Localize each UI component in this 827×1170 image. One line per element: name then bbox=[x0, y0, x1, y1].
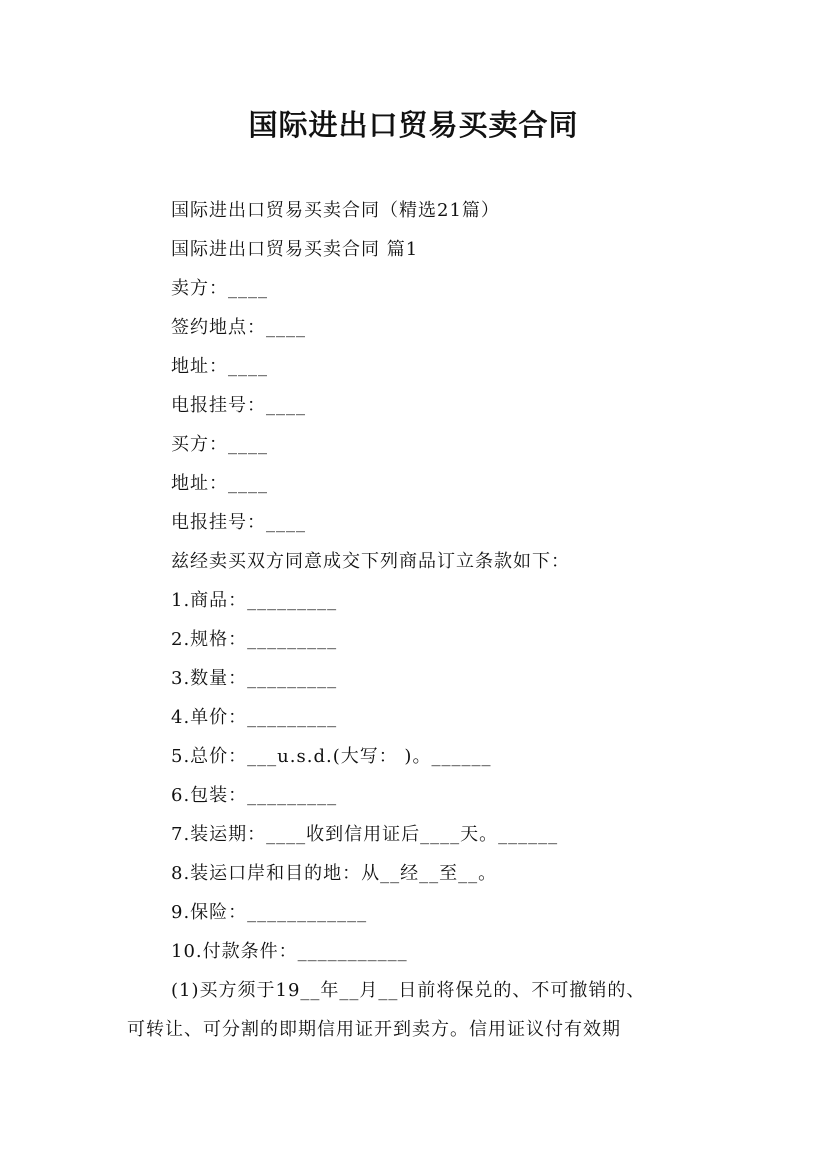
clause-payment: 10.付款条件：___________ bbox=[171, 941, 408, 962]
seller-address-field: 地址：____ bbox=[171, 356, 268, 377]
payment-paragraph-continued: 可转让、可分割的即期信用证开到卖方。信用证议付有效期 bbox=[127, 1019, 621, 1040]
clause-specification: 2.规格：_________ bbox=[171, 629, 338, 650]
buyer-cable-field: 电报挂号：____ bbox=[171, 512, 306, 533]
clause-total-value: 5.总价：___u.s.d.(大写： )。______ bbox=[171, 746, 492, 767]
document-body bbox=[127, 196, 727, 1054]
buyer-field: 买方：____ bbox=[171, 434, 268, 455]
clause-ports: 8.装运口岸和目的地：从__经__至__。 bbox=[171, 863, 498, 884]
payment-paragraph: (1)买方须于19__年__月__日前将保兑的、不可撤销的、 bbox=[171, 980, 646, 1001]
clause-quantity: 3.数量：_________ bbox=[171, 668, 338, 689]
signing-place-field: 签约地点：____ bbox=[171, 317, 306, 338]
seller-cable-field: 电报挂号：____ bbox=[171, 395, 306, 416]
subtitle-line: 国际进出口贸易买卖合同（精选21篇） bbox=[171, 200, 500, 221]
buyer-address-field: 地址：____ bbox=[171, 473, 268, 494]
clause-commodity: 1.商品：_________ bbox=[171, 590, 338, 611]
clause-insurance: 9.保险：____________ bbox=[171, 902, 368, 923]
document-title: 国际进出口贸易买卖合同 bbox=[248, 108, 579, 142]
clause-shipment-time: 7.装运期：____收到信用证后____天。______ bbox=[171, 824, 559, 845]
clause-packing: 6.包装：_________ bbox=[171, 785, 338, 806]
section-heading: 国际进出口贸易买卖合同 篇1 bbox=[171, 239, 419, 260]
agreement-intro: 兹经卖买双方同意成交下列商品订立条款如下： bbox=[171, 551, 570, 572]
clause-unit-price: 4.单价：_________ bbox=[171, 707, 338, 728]
seller-field: 卖方：____ bbox=[171, 278, 268, 299]
